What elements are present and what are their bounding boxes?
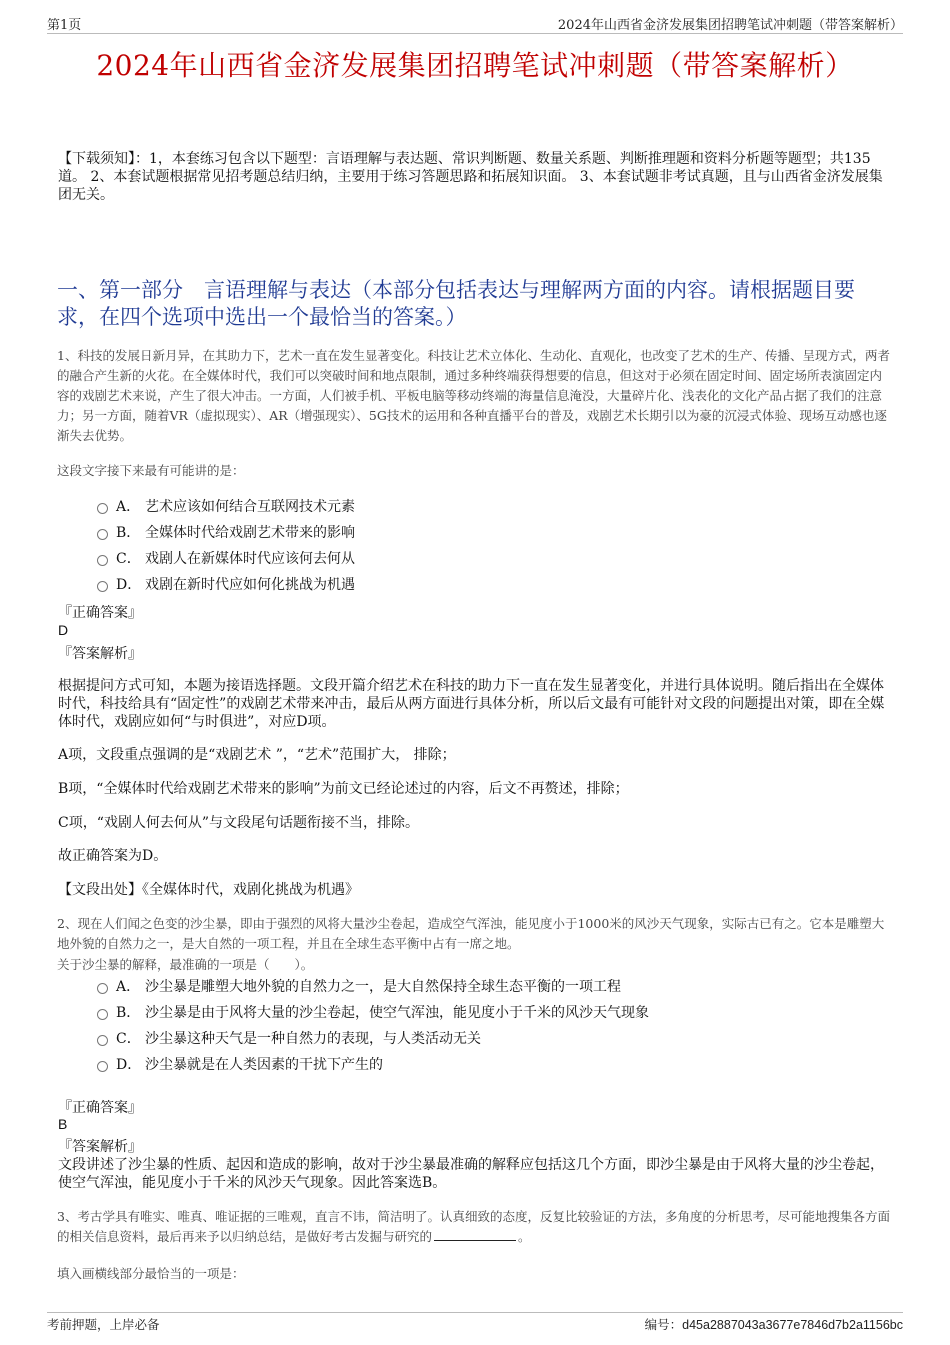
analysis-label: 『答案解析』 [58, 646, 142, 662]
radio-icon[interactable] [97, 983, 108, 994]
question-3-text-before: 3、考古学具有唯实、唯真、唯证据的三唯观，直言不讳，简洁明了。认真细致的态度，反复比较验证的方法，多角度的分析思考，尽可能地搜集各方面的相关信息资料，最后再来予以归纳总结，是做好考古发掘与研究的 [57, 1209, 890, 1244]
question-3-text-after: 。 [518, 1229, 531, 1244]
radio-icon[interactable] [97, 1061, 108, 1072]
analysis-conclusion: 故正确答案为D。 [58, 848, 168, 864]
section-heading: 一、第一部分 言语理解与表达（本部分包括表达与理解两方面的内容。请根据题目要求，在四个选项中选出一个最恰当的答案。） [57, 278, 855, 329]
running-header-title: 2024年山西省金济发展集团招聘笔试冲刺题（带答案解析） [557, 18, 903, 33]
radio-icon[interactable] [97, 1009, 108, 1020]
analysis-source: 【文段出处】《全媒体时代，戏剧化挑战为机遇》 [58, 882, 359, 898]
page-number: 第1页 [47, 18, 82, 33]
option-letter: D． [116, 577, 142, 593]
radio-icon[interactable] [97, 1035, 108, 1046]
analysis-option-b: B项，“全媒体时代给戏剧艺术带来的影响”为前文已经论述过的内容，后文不再赘述，排除； [58, 781, 629, 797]
option-text: 沙尘暴就是在人类因素的干扰下产生的 [145, 1057, 383, 1073]
option-text: 艺术应该如何结合互联网技术元素 [145, 499, 355, 515]
radio-icon[interactable] [97, 529, 108, 540]
footer-code-value: d45a2887043a3677e7846d7b2a1156bc [682, 1318, 903, 1332]
option-letter: D． [116, 1057, 142, 1073]
option-letter: C． [116, 1031, 141, 1047]
correct-answer-label: 『正确答案』 [58, 1100, 142, 1116]
q2-option-c[interactable] [97, 1028, 481, 1048]
correct-answer-value: D [58, 622, 69, 638]
option-letter: A． [116, 979, 141, 995]
correct-answer-label: 『正确答案』 [58, 605, 142, 621]
q2-option-a[interactable] [97, 976, 621, 996]
option-letter: B． [116, 1005, 141, 1021]
q2-option-d[interactable] [97, 1054, 383, 1074]
radio-icon[interactable] [97, 503, 108, 514]
fill-in-blank [434, 1228, 516, 1241]
analysis-paragraph: 文段讲述了沙尘暴的性质、起因和造成的影响，故对于沙尘暴最准确的解释应包括这几个方面，即沙尘暴是由于风将大量的沙尘卷起，使空气浑浊，能见度小于千米的风沙天气现象。因此答案选B。 [58, 1157, 884, 1191]
option-letter: B． [116, 525, 141, 541]
question-1-text: 1、科技的发展日新月异，在其助力下，艺术一直在发生显著变化。科技让艺术立体化、生动化、直观化，也改变了艺术的生产、传播、呈现方式，两者的融合产生新的火花。在全媒体时代，我们可以突破时间和地点限制，通过多种终端获得想要的信息，但这对于必须在固定时间、固定场所表演固定内容的戏剧艺术来说，产生了很大冲击。一方面，人们被手机、平板电脑等移动终端的海量信息淹没，大量碎片化、浅表化的文化产品占据了我们的注意力；另一方面，随着VR（虚拟现实）、AR（增强现实）、5G技术的运用和各种直播平台的普及，戏剧艺术长期引以为豪的沉浸式体验、现场互动感也逐渐失去优势。 [57, 348, 890, 443]
document-title: 2024年山西省金济发展集团招聘笔试冲刺题（带答案解析） [96, 49, 854, 82]
analysis-option-a: A项，文段重点强调的是“戏剧艺术 ”，“艺术”范围扩大， 排除； [58, 747, 456, 763]
q2-option-b[interactable] [97, 1002, 649, 1022]
option-text: 全媒体时代给戏剧艺术带来的影响 [145, 525, 355, 541]
option-letter: A． [116, 499, 141, 515]
option-text: 戏剧在新时代应如何化挑战为机遇 [145, 577, 355, 593]
question-3-prompt: 填入画横线部分最恰当的一项是： [57, 1266, 245, 1281]
radio-icon[interactable] [97, 581, 108, 592]
footer-slogan: 考前押题，上岸必备 [47, 1317, 160, 1332]
analysis-paragraph: 根据提问方式可知，本题为接语选择题。文段开篇介绍艺术在科技的助力下一直在发生显著变化，并进行具体说明。随后指出在全媒体时代，科技给具有“固定性”的戏剧艺术带来冲击，最后从两方面进行具体分析，所以后文最有可能针对文段的问题提出对策，即在全媒体时代，戏剧应如何“与时俱进”，对应D项。 [58, 678, 885, 730]
download-notice: 【下载须知】：1，本套练习包含以下题型：言语理解与表达题、常识判断题、数量关系题、判断推理题和资料分析题等题型；共135道。 2、本套试题根据常见招考题总结归纳，主要用于练习答题思路和拓展知识面。 3、本套试题非考试真题，且与山西省金济发展集团无关。 [58, 151, 883, 203]
footer-code-label: 编号： [644, 1317, 683, 1332]
analysis-label: 『答案解析』 [58, 1139, 142, 1155]
analysis-option-c: C项，“戏剧人何去何从”与文段尾句话题衔接不当，排除。 [58, 815, 420, 831]
radio-icon[interactable] [97, 555, 108, 566]
q1-option-a[interactable] [97, 496, 355, 516]
correct-answer-value: B [58, 1116, 68, 1132]
option-text: 戏剧人在新媒体时代应该何去何从 [145, 551, 355, 567]
q1-option-d[interactable] [97, 574, 355, 594]
option-text: 沙尘暴是雕塑大地外貌的自然力之一，是大自然保持全球生态平衡的一项工程 [145, 979, 621, 995]
footer-code [645, 1315, 903, 1333]
option-letter: C． [116, 551, 141, 567]
q1-option-b[interactable] [97, 522, 355, 542]
question-2-prompt: 关于沙尘暴的解释，最准确的一项是（ ）。 [57, 957, 314, 972]
option-text: 沙尘暴是由于风将大量的沙尘卷起，使空气浑浊，能见度小于千米的风沙天气现象 [145, 1005, 649, 1021]
header-divider [47, 33, 903, 34]
question-1-prompt: 这段文字接下来最有可能讲的是： [57, 463, 245, 478]
footer-divider [47, 1312, 903, 1313]
question-3-text [57, 1207, 893, 1247]
q1-option-c[interactable] [97, 548, 355, 568]
question-2-text: 2、现在人们闻之色变的沙尘暴，即由于强烈的风将大量沙尘卷起，造成空气浑浊，能见度小于1000米的风沙天气现象，实际古已有之。它本是雕塑大地外貌的自然力之一，是大自然的一项工程，并且在全球生态平衡中占有一席之地。 [57, 916, 885, 951]
option-text: 沙尘暴这种天气是一种自然力的表现，与人类活动无关 [145, 1031, 481, 1047]
